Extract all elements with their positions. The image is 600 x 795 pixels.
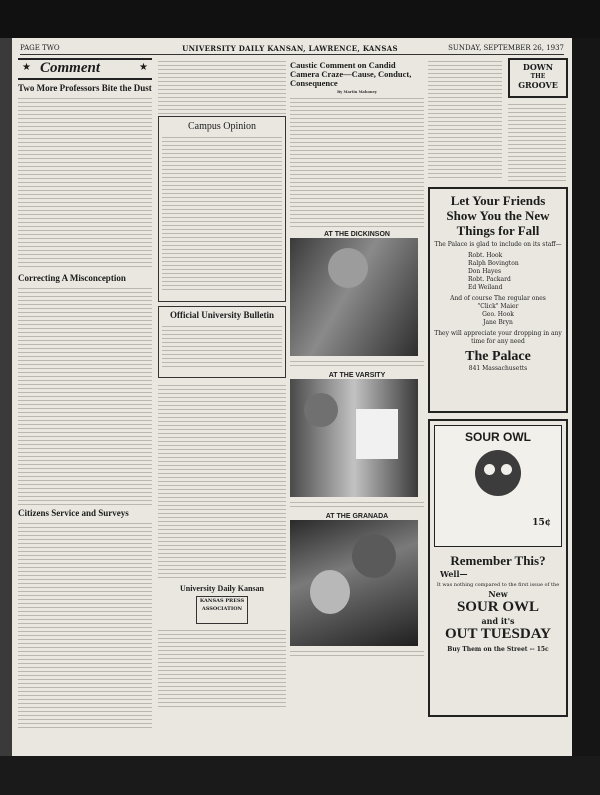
portrait-shape — [352, 534, 396, 578]
palace-note: They will appreciate your dropping in any time for any need — [434, 330, 562, 345]
editorial-headline: Correcting A Misconception — [18, 273, 126, 283]
bulletin-notices — [158, 382, 286, 578]
udk-title: University Daily Kansan — [179, 584, 264, 593]
press-association-logo: KANSAS PRESS ASSOCIATION — [196, 596, 248, 624]
regular-name: Jane Bryn — [483, 319, 513, 326]
groove-column-body — [508, 101, 566, 181]
editorial-body — [18, 285, 152, 505]
feature-column — [290, 58, 424, 748]
buy-line: Buy Them on the Street -- 15c — [447, 646, 549, 653]
bulletin-body — [162, 323, 282, 367]
article-headline: Caustic Comment on Candid Camera Craze—Cause, Conduct, Consequence — [290, 60, 412, 88]
regular-name: "Click" Maier — [477, 303, 519, 310]
scan-border-bottom — [0, 756, 600, 795]
official-bulletin — [158, 306, 286, 378]
owl-eye — [484, 464, 495, 475]
campus-opinion-title: Campus Opinion — [187, 121, 257, 132]
campus-column — [158, 58, 286, 748]
editorial-column — [18, 58, 152, 748]
staff-name: Robt. Packard — [468, 276, 511, 283]
paper-name: UNIVERSITY DAILY KANSAN, LAWRENCE, KANSAS — [182, 44, 398, 53]
newspaper-page — [12, 38, 572, 756]
star-icon: ★ — [139, 62, 148, 73]
poster-shape — [356, 409, 398, 459]
palace-address: 841 Massachusetts — [468, 365, 528, 372]
staff-list — [468, 252, 562, 292]
staff-name: Ed Weiland — [468, 284, 503, 291]
comment-banner — [18, 58, 152, 80]
photo-caption — [290, 358, 424, 368]
sour-owl-advertisement — [428, 419, 568, 717]
staff-name: Robt. Hook — [468, 252, 503, 259]
scan-border-left — [0, 38, 12, 756]
photo-caption — [290, 648, 424, 658]
comment-title: Comment — [40, 60, 101, 76]
article-continued — [428, 58, 502, 178]
and-its: and it's — [481, 616, 515, 626]
editorial-continued — [158, 58, 286, 116]
well-text: Well— — [440, 569, 468, 579]
editorial-body — [18, 95, 152, 270]
palace-also: And of course The regular ones — [450, 295, 546, 302]
palace-intro: The Palace is glad to include on its staff— — [434, 241, 562, 248]
cover-title: SOUR OWL — [465, 430, 531, 444]
article-body — [290, 95, 424, 227]
out-tuesday: OUT TUESDAY — [444, 626, 552, 642]
new-label: New — [488, 589, 508, 599]
groove-line: DOWN — [522, 62, 554, 72]
sour-owl-cover-art — [434, 425, 562, 547]
theater-photo — [290, 238, 418, 356]
remember-headline: Remember This? — [450, 553, 546, 568]
photo-caption — [290, 499, 424, 509]
theater-label: AT THE VARSITY — [328, 372, 386, 379]
owl-eye — [501, 464, 512, 475]
editorial-headline: Citizens Service and Surveys — [18, 508, 129, 518]
owl-icon — [475, 450, 521, 496]
staff-name: Ralph Bovington — [468, 260, 519, 267]
theater-label: AT THE GRANADA — [325, 513, 389, 520]
scan-border-top — [0, 0, 600, 38]
cover-price: 15¢ — [532, 518, 551, 528]
page-number: PAGE TWO — [20, 44, 60, 52]
groove-line: GROOVE — [518, 80, 558, 90]
staff-listing — [158, 627, 286, 707]
editorial-headline: Two More Professors Bite the Dust — [18, 83, 152, 93]
bulletin-title: Official University Bulletin — [170, 310, 274, 320]
portrait-shape — [310, 570, 350, 614]
theater-photo — [290, 379, 418, 497]
staff-name: Don Hayes — [468, 268, 502, 275]
udk-staff-box — [158, 584, 286, 707]
ads-column — [428, 58, 568, 748]
scan-border-right — [572, 38, 600, 756]
issue-date: SUNDAY, SEPTEMBER 26, 1937 — [448, 44, 564, 52]
portrait-shape — [328, 248, 368, 288]
palace-store-name: The Palace — [465, 349, 531, 364]
article-byline: By Martin Mahoney — [337, 90, 377, 94]
regular-name: Geo. Hook — [482, 311, 514, 318]
ad-copy: It was nothing compared to the first issue of the — [436, 582, 560, 588]
campus-opinion-body — [162, 134, 282, 292]
palace-advertisement — [428, 187, 568, 413]
star-icon: ★ — [22, 62, 31, 73]
theater-photo — [290, 520, 418, 646]
editorial-body — [18, 520, 152, 730]
groove-line: THE — [530, 73, 546, 80]
sour-owl-name: SOUR OWL — [456, 599, 540, 615]
masthead — [20, 44, 564, 55]
down-the-groove-box — [508, 58, 568, 98]
campus-opinion-box — [158, 116, 286, 302]
theater-label: AT THE DICKINSON — [324, 231, 390, 238]
palace-headline: Let Your Friends Show You the New Things for Fall — [446, 193, 550, 238]
portrait-shape — [304, 393, 338, 427]
